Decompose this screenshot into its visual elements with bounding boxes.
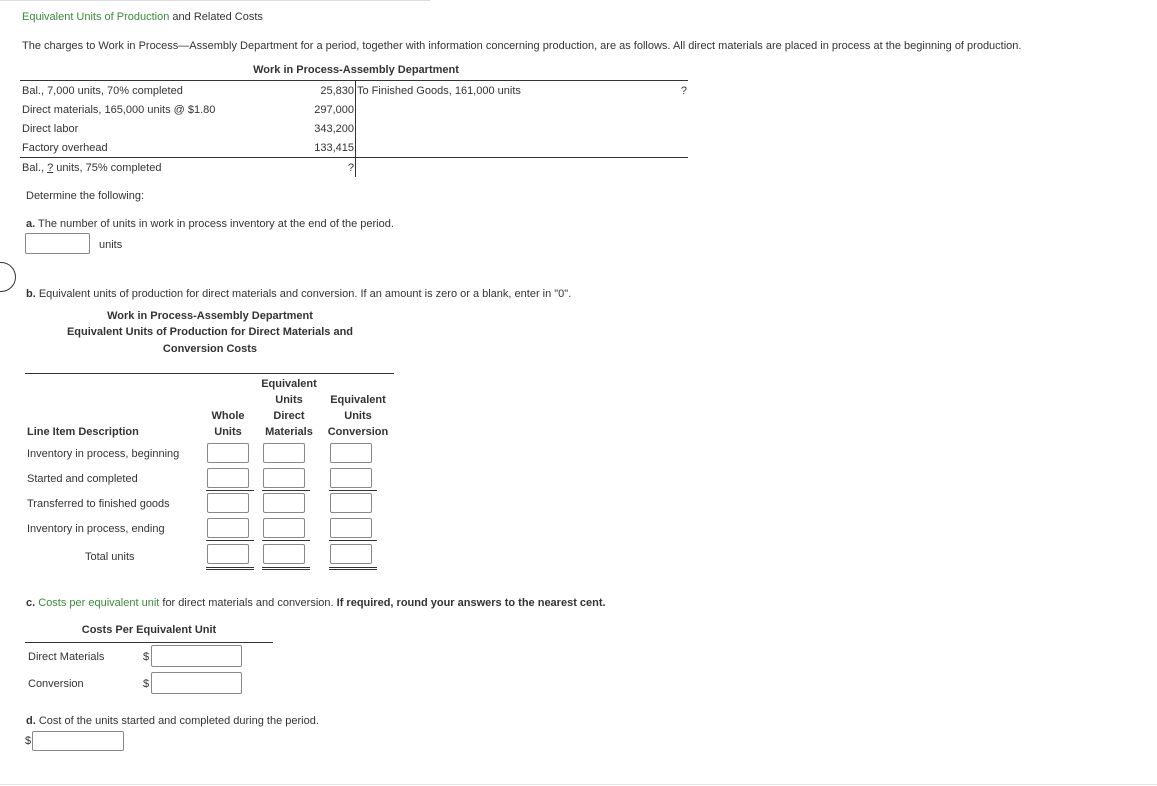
ending-balance-amount: ? — [347, 162, 354, 174]
part-d-prompt: d. Cost of the units started and completed during the period. — [26, 715, 319, 727]
col-header-line-item: Line Item Description — [27, 426, 139, 438]
beginning-whole-units-input[interactable] — [207, 443, 249, 463]
transferred-dm-units-input[interactable] — [263, 493, 305, 513]
part-c-prompt: c. Costs per equivalent unit for direct materials and conversion. If required, round your answers to the nearest cent. — [26, 597, 606, 609]
dm-cost-input[interactable] — [151, 645, 242, 667]
title-rest: and Related Costs — [169, 11, 263, 23]
col-header-whole-1: Whole — [211, 410, 245, 422]
scroll-marker-circle — [0, 262, 16, 292]
part-c-header-line — [25, 642, 273, 643]
title-link[interactable]: Equivalent Units of Production — [22, 11, 170, 23]
bottom-divider — [0, 784, 1157, 785]
started-whole-units-input[interactable] — [207, 468, 249, 488]
top-divider — [0, 0, 430, 1]
t-account-divider — [355, 81, 356, 177]
ending-balance-label: Bal., ? units, 75% completed — [22, 162, 162, 174]
started-dm-units-input[interactable] — [263, 468, 305, 488]
part-b-title-1: Work in Process-Assembly Department — [107, 310, 313, 322]
beginning-dm-units-input[interactable] — [263, 443, 305, 463]
total-whole-units-input[interactable] — [207, 544, 249, 564]
col-header-dm-4: Materials — [265, 426, 313, 438]
subtotal-line-dm — [262, 490, 310, 491]
col-header-conv-3: Conversion — [327, 426, 389, 438]
double-line-dm-1 — [262, 567, 310, 568]
col-header-conv-2: Units — [344, 410, 372, 422]
conversion-cost-currency: $ — [143, 678, 150, 690]
total-conv-units-input[interactable] — [330, 544, 372, 564]
part-a-units-input[interactable] — [25, 233, 90, 254]
determine-text: Determine the following: — [26, 190, 145, 202]
transferred-conv-units-input[interactable] — [330, 493, 372, 513]
total-line-dm — [262, 540, 310, 541]
double-line-whole-2 — [206, 569, 254, 570]
row-label-ending: Inventory in process, ending — [27, 523, 165, 535]
debit-amount-1: 297,000 — [314, 104, 354, 116]
double-line-whole-1 — [206, 567, 254, 568]
total-line-whole — [206, 540, 254, 541]
col-header-conv-1: Equivalent — [330, 394, 386, 406]
subtotal-line-conv — [329, 490, 377, 491]
cost-per-unit-link[interactable]: Costs per equivalent unit — [38, 597, 160, 609]
part-b-title-3: Conversion Costs — [162, 343, 258, 355]
ending-dm-units-input[interactable] — [263, 518, 305, 538]
debit-amount-0: 25,830 — [320, 85, 354, 97]
col-header-dm-1: Equivalent — [261, 378, 317, 390]
part-c-title: Costs Per Equivalent Unit — [81, 624, 217, 636]
conversion-cost-label: Conversion — [28, 678, 84, 690]
started-conv-units-input[interactable] — [330, 468, 372, 488]
part-b-header-line — [25, 373, 394, 374]
conversion-cost-input[interactable] — [151, 672, 242, 694]
double-line-conv-1 — [329, 567, 377, 568]
started-completed-cost-input[interactable] — [32, 731, 124, 751]
debit-label-2: Direct labor — [22, 123, 79, 135]
row-label-total-units: Total units — [85, 551, 135, 563]
debit-amount-2: 343,200 — [314, 123, 354, 135]
row-label-beginning: Inventory in process, beginning — [27, 448, 180, 460]
intro-text: The charges to Work in Process—Assembly Department for a period, together with information concerning production, are as follows. All direct materials are placed in process at the beginning of production. — [22, 40, 1022, 52]
col-header-dm-2: Units — [275, 394, 303, 406]
debit-label-3: Factory overhead — [22, 142, 108, 154]
total-line-conv — [329, 540, 377, 541]
credit-label: To Finished Goods, 161,000 units — [357, 85, 521, 97]
part-a-prompt: a. The number of units in work in process inventory at the end of the period. — [26, 218, 394, 230]
page-title — [22, 11, 263, 23]
part-a-unit-label: units — [99, 239, 123, 251]
double-line-dm-2 — [262, 569, 310, 570]
double-line-conv-2 — [329, 569, 377, 570]
part-b-prompt: b. Equivalent units of production for direct materials and conversion. If an amount is zero or a blank, enter in "0". — [26, 288, 572, 300]
beginning-conv-units-input[interactable] — [330, 443, 372, 463]
row-label-transferred: Transferred to finished goods — [27, 498, 170, 510]
subtotal-line-whole — [206, 490, 254, 491]
dm-cost-label: Direct Materials — [28, 651, 105, 663]
total-dm-units-input[interactable] — [263, 544, 305, 564]
part-b-title-2: Equivalent Units of Production for Direct Materials and — [66, 326, 354, 338]
t-account-top-line — [20, 80, 688, 81]
t-account-balance-line — [20, 157, 688, 158]
row-label-started-completed: Started and completed — [27, 473, 138, 485]
debit-label-1: Direct materials, 165,000 units @ $1.80 — [22, 104, 216, 116]
debit-label-0: Bal., 7,000 units, 70% completed — [22, 85, 183, 97]
ending-whole-units-input[interactable] — [207, 518, 249, 538]
debit-amount-3: 133,415 — [314, 142, 354, 154]
ending-conv-units-input[interactable] — [330, 518, 372, 538]
part-d-currency: $ — [25, 735, 32, 747]
ending-units-unknown: ? — [47, 162, 54, 174]
dm-cost-currency: $ — [143, 651, 150, 663]
col-header-whole-2: Units — [214, 426, 242, 438]
credit-amount: ? — [680, 85, 687, 97]
transferred-whole-units-input[interactable] — [207, 493, 249, 513]
t-account-title: Work in Process-Assembly Department — [253, 64, 459, 76]
col-header-dm-3: Direct — [273, 410, 305, 422]
